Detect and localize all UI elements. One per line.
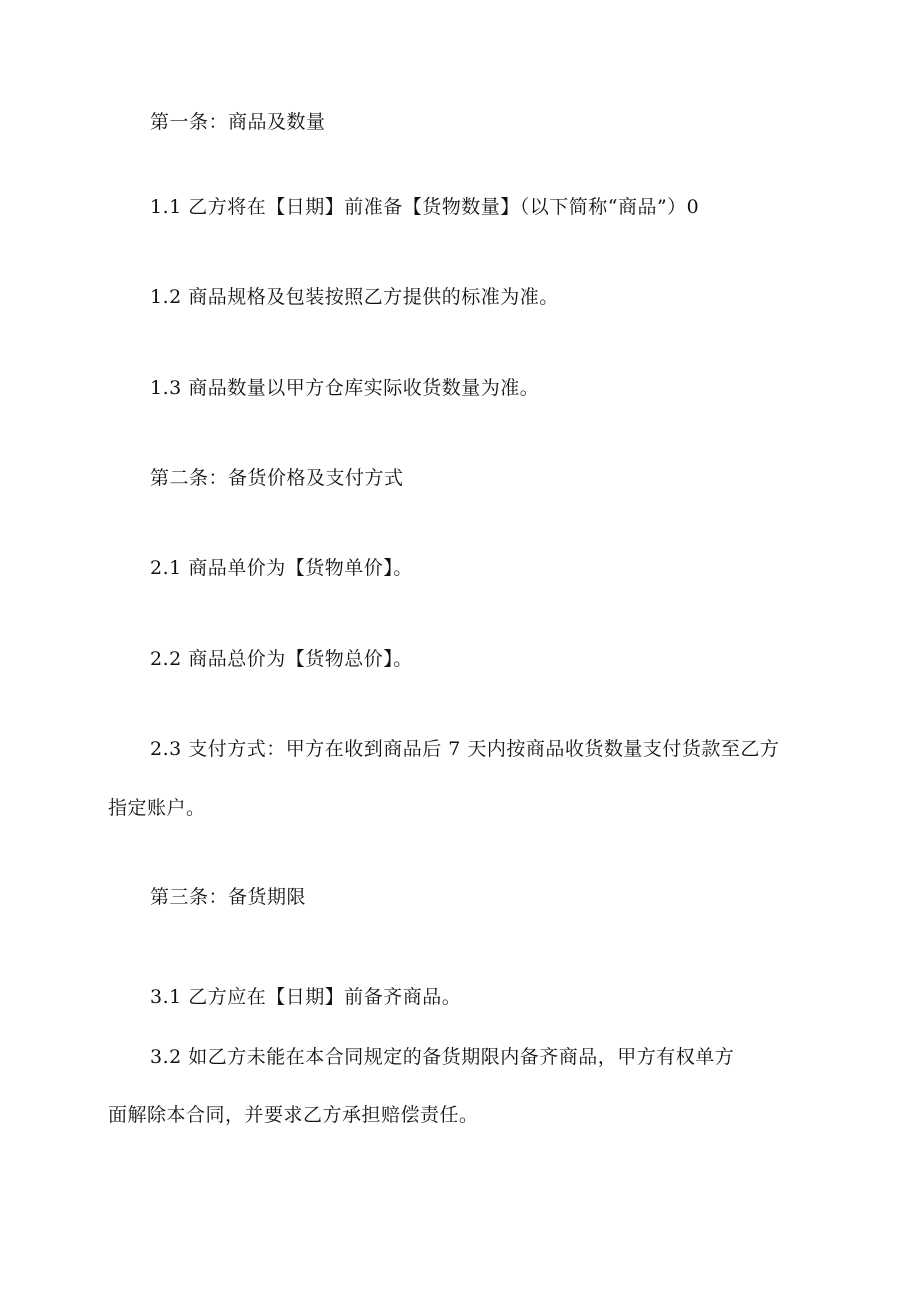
clause-3-2-line2: 面解除本合同，并要求乙方承担赔偿责任。 bbox=[108, 1104, 479, 1126]
clause-1-1: 1.1 乙方将在【日期】前准备【货物数量】（以下简称“商品”）0 bbox=[150, 196, 700, 218]
clause-1-3: 1.3 商品数量以甲方仓库实际收货数量为准。 bbox=[150, 377, 540, 399]
clause-2-3-line2: 指定账户。 bbox=[108, 797, 206, 819]
clause-1-2: 1.2 商品规格及包装按照乙方提供的标准为准。 bbox=[150, 286, 559, 308]
clause-2-2: 2.2 商品总价为【货物总价】。 bbox=[150, 648, 413, 670]
clause-3-2-line1: 3.2 如乙方未能在本合同规定的备货期限内备齐商品，甲方有权单方 bbox=[150, 1046, 735, 1068]
clause-3-1: 3.1 乙方应在【日期】前备齐商品。 bbox=[150, 986, 462, 1008]
clause-2-1: 2.1 商品单价为【货物单价】。 bbox=[150, 557, 413, 579]
section-1-heading: 第一条：商品及数量 bbox=[150, 111, 326, 133]
clause-2-3-line1: 2.3 支付方式：甲方在收到商品后 7 天内按商品收货数量支付货款至乙方 bbox=[150, 738, 780, 760]
section-3-heading: 第三条：备货期限 bbox=[150, 886, 307, 908]
section-2-heading: 第二条：备货价格及支付方式 bbox=[150, 467, 404, 489]
